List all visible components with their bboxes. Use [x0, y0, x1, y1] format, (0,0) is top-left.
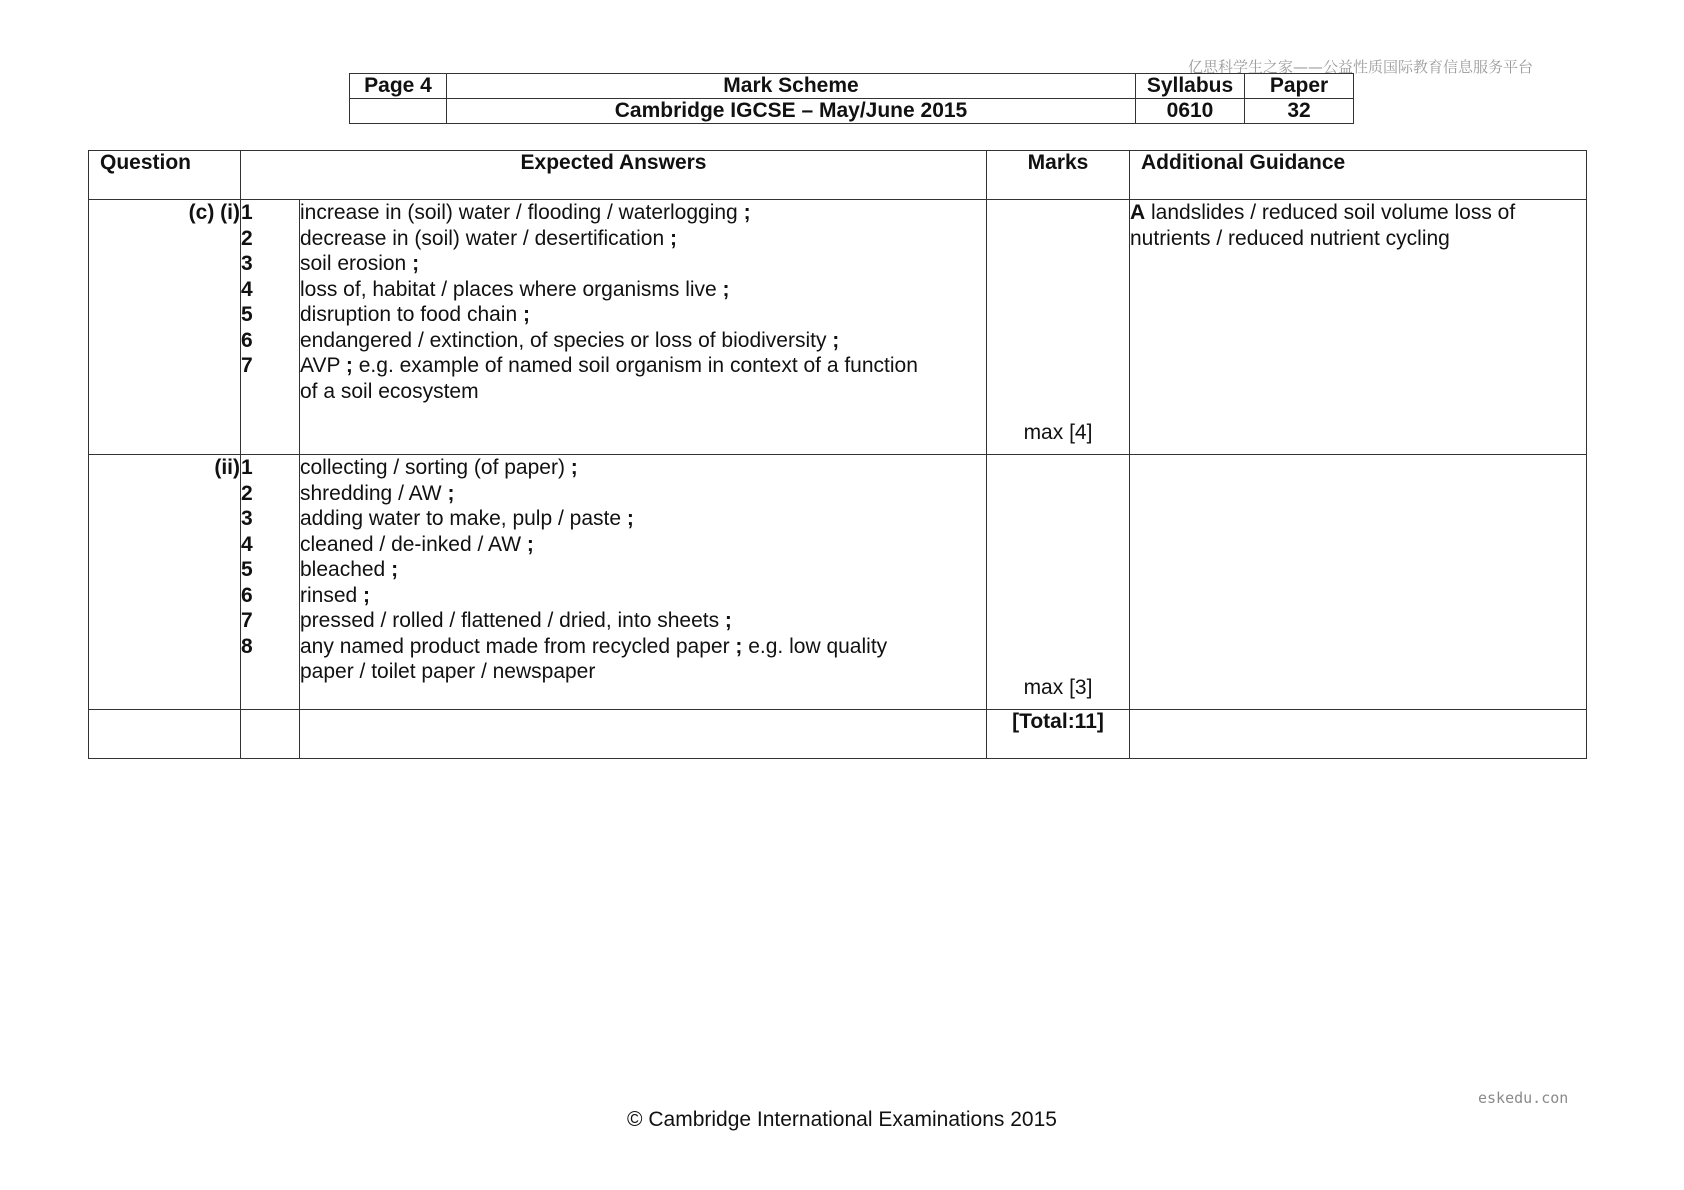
- table-row: [89, 200, 1587, 455]
- answer-line: [300, 226, 986, 252]
- question-label: (c) (i): [89, 200, 241, 455]
- marks-cell: [987, 200, 1130, 455]
- answer-line: [300, 557, 986, 583]
- mark-point-separator: ;: [412, 252, 420, 275]
- marks-cell: [987, 455, 1130, 710]
- table-row: [89, 455, 1587, 710]
- answer-text: decrease in (soil) water / desertification: [300, 226, 670, 250]
- total-row: [89, 710, 1587, 759]
- expected-answers: [300, 455, 987, 710]
- answer-line: [300, 379, 986, 405]
- mark-point-separator: ;: [447, 481, 455, 505]
- point-number: 8: [241, 634, 253, 658]
- answer-line: [300, 506, 986, 532]
- marks-header: Marks: [987, 151, 1130, 200]
- point-number: 7: [241, 609, 253, 632]
- mark-point-separator: ;: [526, 532, 534, 556]
- empty-cell: [241, 710, 300, 759]
- answer-text: AVP: [300, 354, 346, 377]
- point-number: 6: [241, 583, 253, 607]
- answer-text: cleaned / de-inked / AW: [300, 532, 527, 556]
- question-header: Question: [89, 151, 241, 200]
- answer-line: [300, 251, 986, 277]
- answer-line: [300, 583, 986, 609]
- point-number: 5: [241, 303, 253, 326]
- copyright-footer: © Cambridge International Examinations 2015: [627, 1108, 1057, 1131]
- answer-example: e.g. low quality: [742, 634, 888, 658]
- answer-text: increase in (soil) water / flooding / waterlogging: [300, 201, 744, 224]
- point-number: 4: [241, 277, 253, 301]
- syllabus-label: Syllabus: [1136, 74, 1245, 99]
- total-marks: [Total:11]: [987, 710, 1130, 759]
- empty-cell: [89, 710, 241, 759]
- guidance-cell: [1130, 455, 1587, 710]
- empty-cell: [350, 99, 447, 124]
- mark-scheme-table: [88, 150, 1587, 759]
- guidance-cell: [1130, 200, 1587, 455]
- answer-line: [300, 608, 986, 634]
- answer-text: adding water to make, pulp / paste: [300, 507, 627, 530]
- point-number: 2: [241, 226, 253, 250]
- answer-text: pressed / rolled / flattened / dried, into sheets: [300, 609, 725, 632]
- mark-point-separator: ;: [735, 634, 743, 658]
- watermark-bottom: eskedu.con: [1478, 1089, 1569, 1107]
- mark-point-separator: ;: [722, 277, 730, 301]
- point-number: 1: [241, 456, 253, 479]
- answer-line: [300, 455, 986, 481]
- point-numbers: [241, 455, 300, 710]
- point-numbers: [241, 200, 300, 455]
- point-number: 6: [241, 328, 253, 352]
- answer-line: [300, 302, 986, 328]
- page-label: Page 4: [350, 74, 447, 99]
- mark-point-separator: ;: [391, 558, 399, 581]
- mark-point-separator: ;: [670, 226, 677, 250]
- guidance-accept-marker: A: [1130, 201, 1146, 224]
- mark-point-separator: ;: [724, 609, 732, 632]
- answer-line: [300, 328, 986, 354]
- point-number: 5: [241, 558, 253, 581]
- mark-point-separator: ;: [626, 507, 634, 530]
- answer-text: rinsed: [300, 583, 364, 607]
- empty-cell: [300, 710, 987, 759]
- answer-text: any named product made from recycled paper: [300, 634, 736, 658]
- paper-value: 32: [1245, 99, 1354, 124]
- marks-value: max [4]: [1023, 420, 1093, 444]
- document-title: Mark Scheme: [447, 74, 1136, 99]
- answer-text: collecting / sorting (of paper): [300, 456, 571, 479]
- mark-point-separator: ;: [345, 354, 353, 377]
- answer-line: [300, 353, 986, 379]
- marks-value: max [3]: [1023, 675, 1093, 699]
- answer-text: paper / toilet paper / newspaper: [300, 660, 596, 683]
- answer-line: [300, 277, 986, 303]
- answer-text: endangered / extinction, of species or loss of biodiversity: [300, 328, 833, 352]
- mark-point-separator: ;: [522, 303, 530, 326]
- mark-point-separator: ;: [363, 583, 371, 607]
- point-number: 2: [241, 481, 253, 505]
- answer-text: soil erosion: [300, 252, 413, 275]
- answer-line: [300, 634, 986, 660]
- guidance-header: Additional Guidance: [1130, 151, 1587, 200]
- answer-line: [300, 532, 986, 558]
- empty-cell: [1130, 710, 1587, 759]
- table-header-row: [89, 151, 1587, 200]
- syllabus-value: 0610: [1136, 99, 1245, 124]
- answer-text: loss of, habitat / places where organisms live: [300, 277, 723, 301]
- answer-line: [300, 481, 986, 507]
- answer-text: of a soil ecosystem: [300, 379, 479, 403]
- question-label: (ii): [89, 455, 241, 710]
- mark-point-separator: ;: [743, 201, 751, 224]
- paper-label: Paper: [1245, 74, 1354, 99]
- guidance-text: landslides / reduced soil volume loss of nutrients / reduced nutrient cycling: [1130, 201, 1516, 250]
- mark-point-separator: ;: [832, 328, 840, 352]
- answer-text: disruption to food chain: [300, 303, 523, 326]
- point-number: 3: [241, 507, 253, 530]
- answer-line: [300, 200, 986, 226]
- expected-answers: [300, 200, 987, 455]
- answer-text: shredding / AW: [300, 481, 448, 505]
- answer-text: bleached: [300, 558, 392, 581]
- answer-example: e.g. example of named soil organism in context of a function: [352, 354, 918, 377]
- answer-line: [300, 659, 986, 685]
- header-table: [349, 73, 1354, 124]
- point-number: 7: [241, 354, 253, 377]
- exam-subtitle: Cambridge IGCSE – May/June 2015: [447, 99, 1136, 124]
- mark-point-separator: ;: [570, 456, 578, 479]
- point-number: 1: [241, 201, 253, 224]
- point-number: 3: [241, 252, 253, 275]
- point-number: 4: [241, 532, 253, 556]
- answers-header: Expected Answers: [241, 151, 987, 200]
- watermark-top: 亿思科学生之家——公益性质国际教育信息服务平台: [1188, 58, 1534, 76]
